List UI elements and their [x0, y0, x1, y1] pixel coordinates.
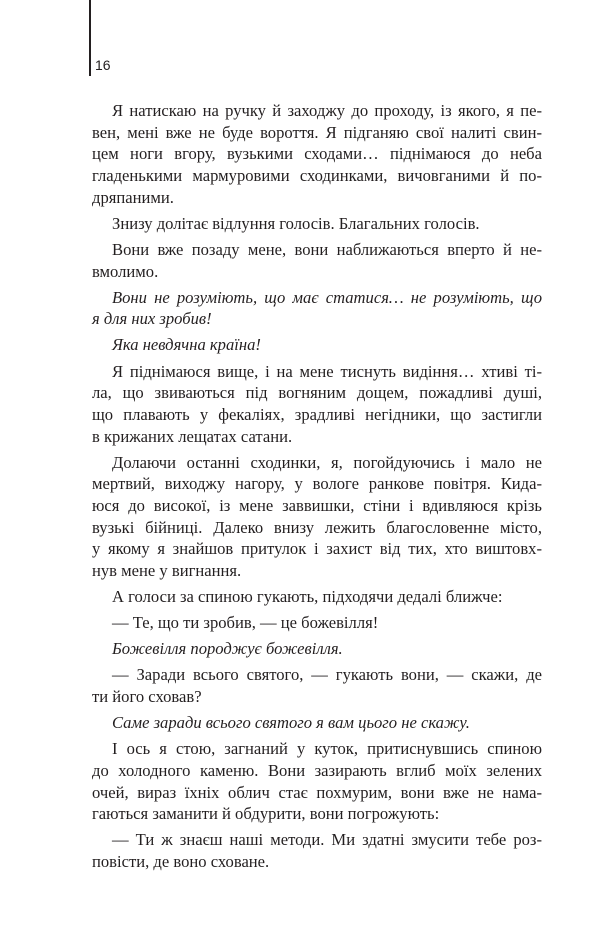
- text-line: нув мене у вигнання.: [92, 561, 242, 581]
- text-line: повісти, де воно сховане.: [92, 852, 270, 872]
- text-line: що плавають у фекаліях, зрадливі негідники, що застигли: [92, 404, 542, 424]
- text-line: я для них зробив!: [92, 309, 212, 329]
- paragraph: [92, 361, 542, 448]
- text-line: ла, що звиваються під вогняним дощем, пожадливі душі,: [92, 383, 542, 403]
- paragraph: [92, 586, 542, 608]
- text-line: дряпаними.: [92, 187, 174, 207]
- paragraph: [92, 638, 542, 660]
- text-line: Я піднімаюся вище, і на мене тиснуть видіння… хтиві ті-: [112, 361, 542, 381]
- text-line: у якому я знайшов притулок і захист від тих, хто виштовх-: [92, 539, 542, 559]
- text-line: цем ноги вгору, вузькими сходами… піднімаюся до неба: [92, 144, 542, 164]
- text-line: вузькі бійниці. Далеко внизу лежить благословенне місто,: [92, 517, 542, 537]
- text-line: І ось я стою, загнаний у куток, притиснувшись спиною: [112, 739, 542, 759]
- page-number: 16: [95, 57, 111, 73]
- paragraph: [92, 100, 542, 208]
- text-line: Божевілля породжує божевілля.: [112, 639, 343, 659]
- paragraph: [92, 239, 542, 282]
- paragraph: [92, 712, 542, 734]
- paragraph: [92, 452, 542, 582]
- text-line: вмолимо.: [92, 261, 159, 281]
- text-line: — Заради всього святого, — гукають вони, — скажи, де: [112, 665, 542, 685]
- text-line: очей, вираз їхніх облич стає похмурим, вони вже не нама-: [92, 782, 542, 802]
- text-line: в крижаних лещатах сатани.: [92, 426, 293, 446]
- text-line: Яка невдячна країна!: [112, 335, 261, 355]
- paragraph: [92, 334, 542, 356]
- text-line: до холодного каменю. Вони зазирають вглиб моїх зелених: [92, 760, 542, 780]
- paragraph: [92, 612, 542, 634]
- paragraph: [92, 664, 542, 707]
- text-line: Саме заради всього святого я вам цього не скажу.: [112, 713, 470, 733]
- text-line: Вони не розуміють, що має статися… не розуміють, що: [112, 287, 542, 307]
- text-line: мертвий, виходжу нагору, у вологе ранкове повітря. Кида-: [92, 474, 542, 494]
- text-line: Я натискаю на ручку й заходжу до проходу, із якого, я пе-: [112, 101, 542, 120]
- text-line: А голоси за спиною гукають, підходячи дедалі ближче:: [112, 587, 503, 607]
- text-line: юся до високої, із мене заввишки, стіни і вдивляюся крізь: [92, 496, 542, 516]
- paragraph: [92, 213, 542, 235]
- text-line: вен, мені вже не буде вороття. Я підганяю свої налиті свин-: [92, 122, 542, 142]
- text-line: — Ти ж знаєш наші методи. Ми здатні змусити тебе роз-: [112, 830, 542, 850]
- body-text: [92, 100, 542, 877]
- header-rule: [89, 0, 91, 76]
- text-line: гладенькими мармуровими сходинками, вичовганими й по-: [92, 166, 542, 186]
- text-line: гаються заманити й обдурити, вони погрожують:: [92, 804, 440, 824]
- paragraph: [92, 829, 542, 872]
- text-line: Долаючи останні сходинки, я, погойдуючись і мало не: [112, 452, 542, 472]
- paragraph: [92, 287, 542, 330]
- text-line: ти його сховав?: [92, 687, 202, 707]
- text-line: Знизу долітає відлуння голосів. Благальних голосів.: [112, 213, 480, 233]
- text-line: — Те, що ти зробив, — це божевілля!: [112, 613, 379, 633]
- text-line: Вони вже позаду мене, вони наближаються вперто й не-: [112, 239, 542, 259]
- paragraph: [92, 738, 542, 825]
